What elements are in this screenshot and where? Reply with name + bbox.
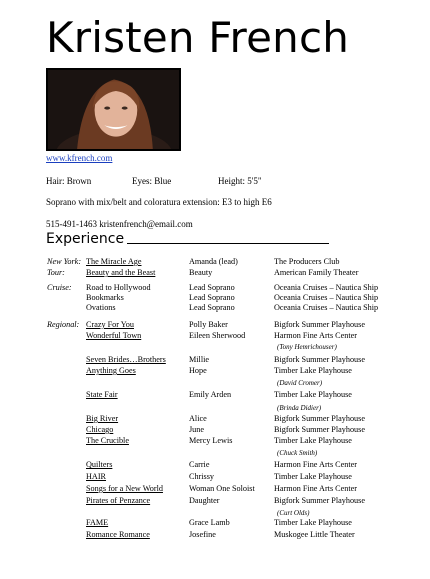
resume-name: Kristen French bbox=[46, 13, 350, 62]
voice-type: Soprano with mix/belt and coloratura extension: E3 to high E6 bbox=[46, 197, 272, 207]
table-row bbox=[0, 303, 430, 313]
show-title: Big River bbox=[86, 414, 119, 423]
venue-name: Bigfork Summer Playhouse bbox=[274, 496, 365, 505]
show-title: Road to Hollywood bbox=[86, 283, 151, 292]
category-label: Tour: bbox=[47, 268, 65, 277]
category-label: New York: bbox=[47, 257, 82, 266]
table-row bbox=[0, 331, 430, 341]
show-title: Songs for a New World bbox=[86, 484, 163, 493]
show-title: Bookmarks bbox=[86, 293, 124, 302]
show-title: Crazy For You bbox=[86, 320, 134, 329]
director-name: (Brinda Didier) bbox=[277, 404, 322, 412]
show-title: Beauty and the Beast bbox=[86, 268, 156, 277]
venue-name: Harmon Fine Arts Center bbox=[274, 460, 357, 469]
role-name: Chrissy bbox=[189, 472, 215, 481]
table-row bbox=[0, 355, 430, 365]
table-row bbox=[0, 460, 430, 470]
role-name: Lead Soprano bbox=[189, 293, 235, 302]
show-title: Chicago bbox=[86, 425, 114, 434]
show-title: Romance Romance bbox=[86, 530, 150, 539]
role-name: Lead Soprano bbox=[189, 283, 235, 292]
show-title: The Miracle Age bbox=[86, 257, 142, 266]
show-title: Anything Goes bbox=[86, 366, 136, 375]
role-name: Carrie bbox=[189, 460, 210, 469]
table-row bbox=[0, 436, 430, 446]
role-name: Beauty bbox=[189, 268, 213, 277]
show-title: HAIR bbox=[86, 472, 107, 481]
table-row bbox=[0, 484, 430, 494]
director-credit bbox=[0, 342, 430, 352]
role-name: Grace Lamb bbox=[189, 518, 230, 527]
venue-name: Oceania Cruises – Nautica Ship bbox=[274, 293, 379, 302]
eyes-detail: Eyes: Blue bbox=[132, 176, 172, 186]
table-row bbox=[0, 496, 430, 506]
director-credit bbox=[0, 448, 430, 458]
headshot-photo bbox=[46, 68, 181, 151]
table-row bbox=[0, 518, 430, 528]
director-credit bbox=[0, 508, 430, 518]
table-row bbox=[0, 472, 430, 482]
table-row bbox=[0, 390, 430, 400]
director-name: (Curt Olds) bbox=[277, 509, 310, 517]
table-row bbox=[0, 283, 430, 293]
venue-name: Timber Lake Playhouse bbox=[274, 518, 352, 527]
role-name: Woman One Soloist bbox=[189, 484, 255, 493]
role-name: Millie bbox=[189, 355, 210, 364]
role-name: Mercy Lewis bbox=[189, 436, 233, 445]
table-row bbox=[0, 530, 430, 540]
show-title: Quilters bbox=[86, 460, 113, 469]
contact-info: 515-491-1463 kristenfrench@email.com bbox=[46, 219, 193, 229]
table-row bbox=[0, 293, 430, 303]
role-name: Hope bbox=[189, 366, 207, 375]
table-row bbox=[0, 268, 430, 278]
venue-name: Harmon Fine Arts Center bbox=[274, 484, 357, 493]
venue-name: American Family Theater bbox=[274, 268, 359, 277]
venue-name: Bigfork Summer Playhouse bbox=[274, 425, 365, 434]
heading-underline bbox=[127, 243, 329, 244]
venue-name: Bigfork Summer Playhouse bbox=[274, 355, 365, 364]
show-title: Seven Brides…Brothers bbox=[86, 355, 166, 364]
venue-name: The Producers Club bbox=[274, 257, 340, 266]
hair-detail: Hair: Brown bbox=[46, 176, 92, 186]
role-name: Eileen Sherwood bbox=[189, 331, 246, 340]
height-detail: Height: 5'5" bbox=[218, 176, 262, 186]
show-title: Ovations bbox=[86, 303, 116, 312]
table-row bbox=[0, 320, 430, 330]
venue-name: Timber Lake Playhouse bbox=[274, 436, 352, 445]
director-name: (Chuck Smith) bbox=[277, 449, 318, 457]
director-name: (Tony Hemrichouser) bbox=[277, 343, 337, 351]
table-row bbox=[0, 414, 430, 424]
show-title: State Fair bbox=[86, 390, 118, 399]
category-label: Regional: bbox=[47, 320, 80, 329]
table-row bbox=[0, 425, 430, 435]
director-credit bbox=[0, 403, 430, 413]
director-credit bbox=[0, 378, 430, 388]
table-row bbox=[0, 257, 430, 267]
venue-name: Timber Lake Playhouse bbox=[274, 472, 352, 481]
role-name: Josefine bbox=[189, 530, 216, 539]
physical-details bbox=[46, 176, 406, 188]
category-label: Cruise: bbox=[47, 283, 72, 292]
role-name: Polly Baker bbox=[189, 320, 228, 329]
show-title: FAME bbox=[86, 518, 109, 527]
table-row bbox=[0, 366, 430, 376]
venue-name: Bigfork Summer Playhouse bbox=[274, 414, 365, 423]
role-name: Daughter bbox=[189, 496, 220, 505]
venue-name: Oceania Cruises – Nautica Ship bbox=[274, 303, 379, 312]
role-name: Alice bbox=[189, 414, 207, 423]
venue-name: Harmon Fine Arts Center bbox=[274, 331, 357, 340]
venue-name: Timber Lake Playhouse bbox=[274, 390, 352, 399]
role-name: Amanda (lead) bbox=[189, 257, 238, 266]
role-name: Emily Arden bbox=[189, 390, 232, 399]
website-link[interactable]: www.kfrench.com bbox=[46, 153, 113, 163]
experience-heading: Experience bbox=[46, 231, 125, 247]
venue-name: Bigfork Summer Playhouse bbox=[274, 320, 365, 329]
director-name: (David Cromer) bbox=[277, 379, 323, 387]
venue-name: Timber Lake Playhouse bbox=[274, 366, 352, 375]
show-title: Pirates of Penzance bbox=[86, 496, 151, 505]
show-title: The Crucible bbox=[86, 436, 129, 445]
show-title: Wonderful Town bbox=[86, 331, 142, 340]
venue-name: Oceania Cruises – Nautica Ship bbox=[274, 283, 379, 292]
role-name: June bbox=[189, 425, 205, 434]
role-name: Lead Soprano bbox=[189, 303, 235, 312]
venue-name: Muskogee Little Theater bbox=[274, 530, 355, 539]
